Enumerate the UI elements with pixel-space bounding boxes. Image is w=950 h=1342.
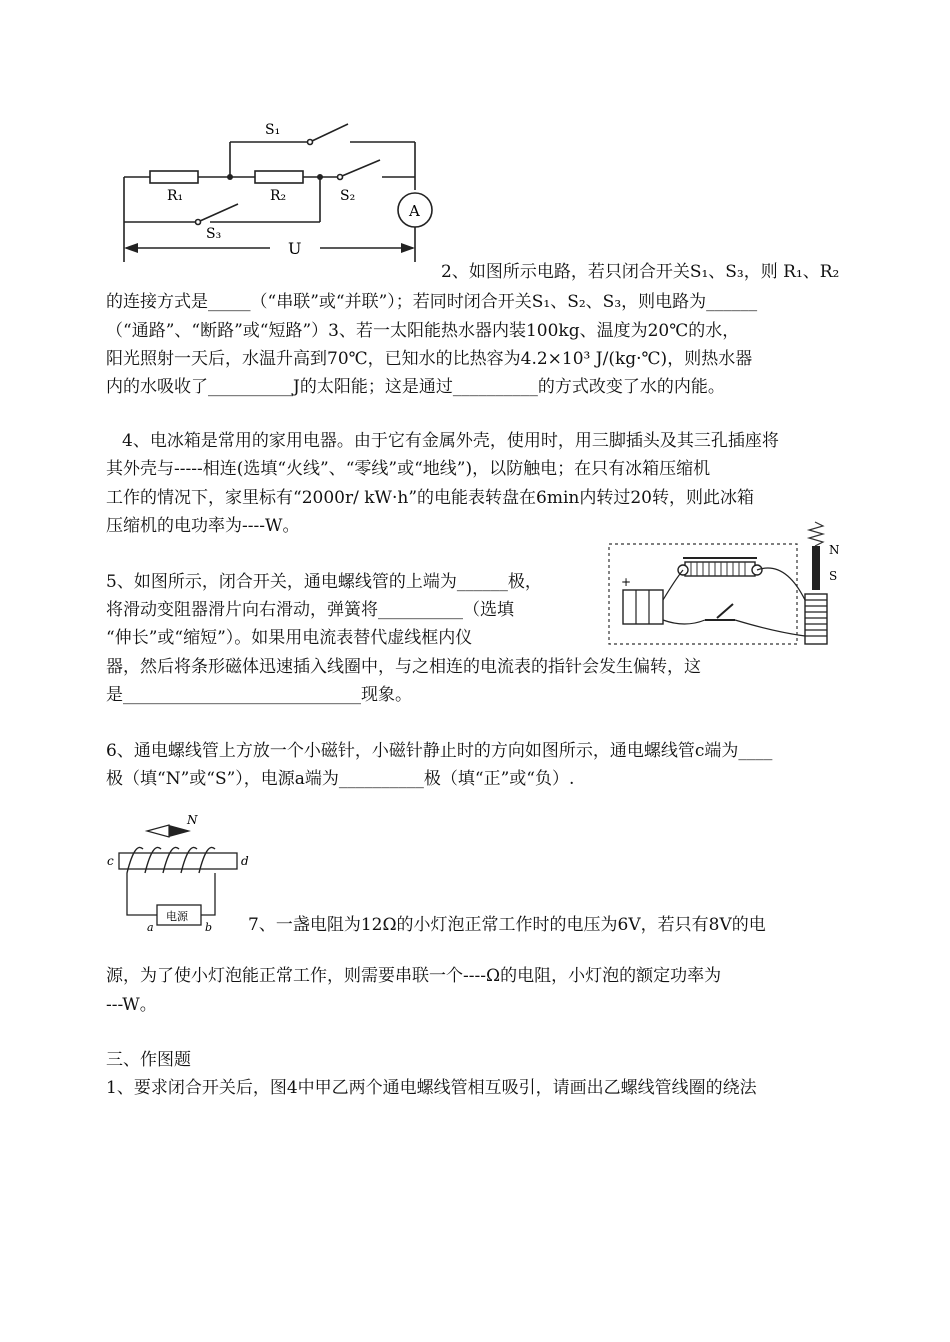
q5-line-2: 将滑动变阻器滑片向右滑动，弹簧将__________（选填 [106,600,514,620]
solenoid-rheostat-diagram [605,520,850,650]
label-r1: R₁ [167,188,184,204]
section-heading-drawing: 三、作图题 [106,1050,191,1070]
label-u: U [288,239,302,258]
label-d: d [241,854,249,868]
label-s1: S₁ [265,122,281,138]
solenoid-compass-diagram [105,815,255,935]
label-b: b [205,921,213,934]
magnet-s: S [829,569,838,583]
q3-line-2: 阳光照射一天后，水温升高到70℃，已知水的比热容为4.2×10³ J/(kg·℃)，则热水器 [106,349,753,369]
drawing-q1-line-1: 1、要求闭合开关后，图4中甲乙两个通电螺线管相互吸引，请画出乙螺线管线圈的绕法 [106,1078,757,1098]
q4-line-2: 其外壳与-----相连(选填“火线”、“零线”或“地线”)，以防触电；在只有冰箱压缩机 [106,459,711,479]
q7-line-3: ---W。 [106,995,157,1015]
q2-line-2: 的连接方式是_____（“串联”或“并联”）；若同时闭合开关S₁、S₂、S₃，则电路为______ [106,292,758,312]
q5-line-1: 5、如图所示，闭合开关，通电螺线管的上端为______极， [106,572,542,592]
q5-line-3: “伸长”或“缩短”）。如果用电流表替代虚线框内仪 [106,628,473,648]
q2-line-1: 2、如图所示电路，若只闭合开关S₁、S₃，则 R₁、R₂ [441,262,840,282]
label-a: a [147,921,154,934]
label-s2: S₂ [340,188,356,204]
q4-line-1: 4、电冰箱是常用的家用电器。由于它有金属外壳，使用时，用三脚插头及其三孔插座将 [122,431,779,451]
battery-plus: + [621,575,632,589]
label-r2: R₂ [270,188,287,204]
power-source-label: 电源 [166,910,188,923]
q7-line-1: 7、一盏电阻为12Ω的小灯泡正常工作时的电压为6V，若只有8V的电 [248,915,766,935]
needle-n: N [187,815,198,827]
q6-line-2: 极（填“N”或“S”），电源a端为__________极（填“正”或“负）. [106,769,575,789]
circuit-diagram-1 [110,112,440,272]
q4-line-4: 压缩机的电功率为----W。 [106,516,300,536]
label-c: c [107,854,114,868]
q7-line-2: 源，为了使小灯泡能正常工作，则需要串联一个----Ω的电阻，小灯泡的额定功率为 [106,966,722,986]
q3-line-3: 内的水吸收了__________J的太阳能；这是通过__________的方式改变了水的内能。 [106,377,725,397]
q3-line-1: （“通路”、“断路”或“短路”）3、若一太阳能热水器内装100kg、温度为20℃的水， [106,321,740,341]
q6-line-1: 6、通电螺线管上方放一个小磁针，小磁针静止时的方向如图所示，通电螺线管c端为____ [106,741,773,761]
magnet-n: N [829,543,840,557]
ammeter-label: A [409,202,420,220]
q4-line-3: 工作的情况下，家里标有“2000r/ kW·h”的电能表转盘在6min内转过20转，则此冰箱 [106,488,754,508]
q5-line-5: 是____________________________现象。 [106,685,412,705]
label-s3: S₃ [206,226,222,242]
q5-line-4: 器，然后将条形磁体迅速插入线圈中，与之相连的电流表的指针会发生偏转，这 [106,657,701,677]
